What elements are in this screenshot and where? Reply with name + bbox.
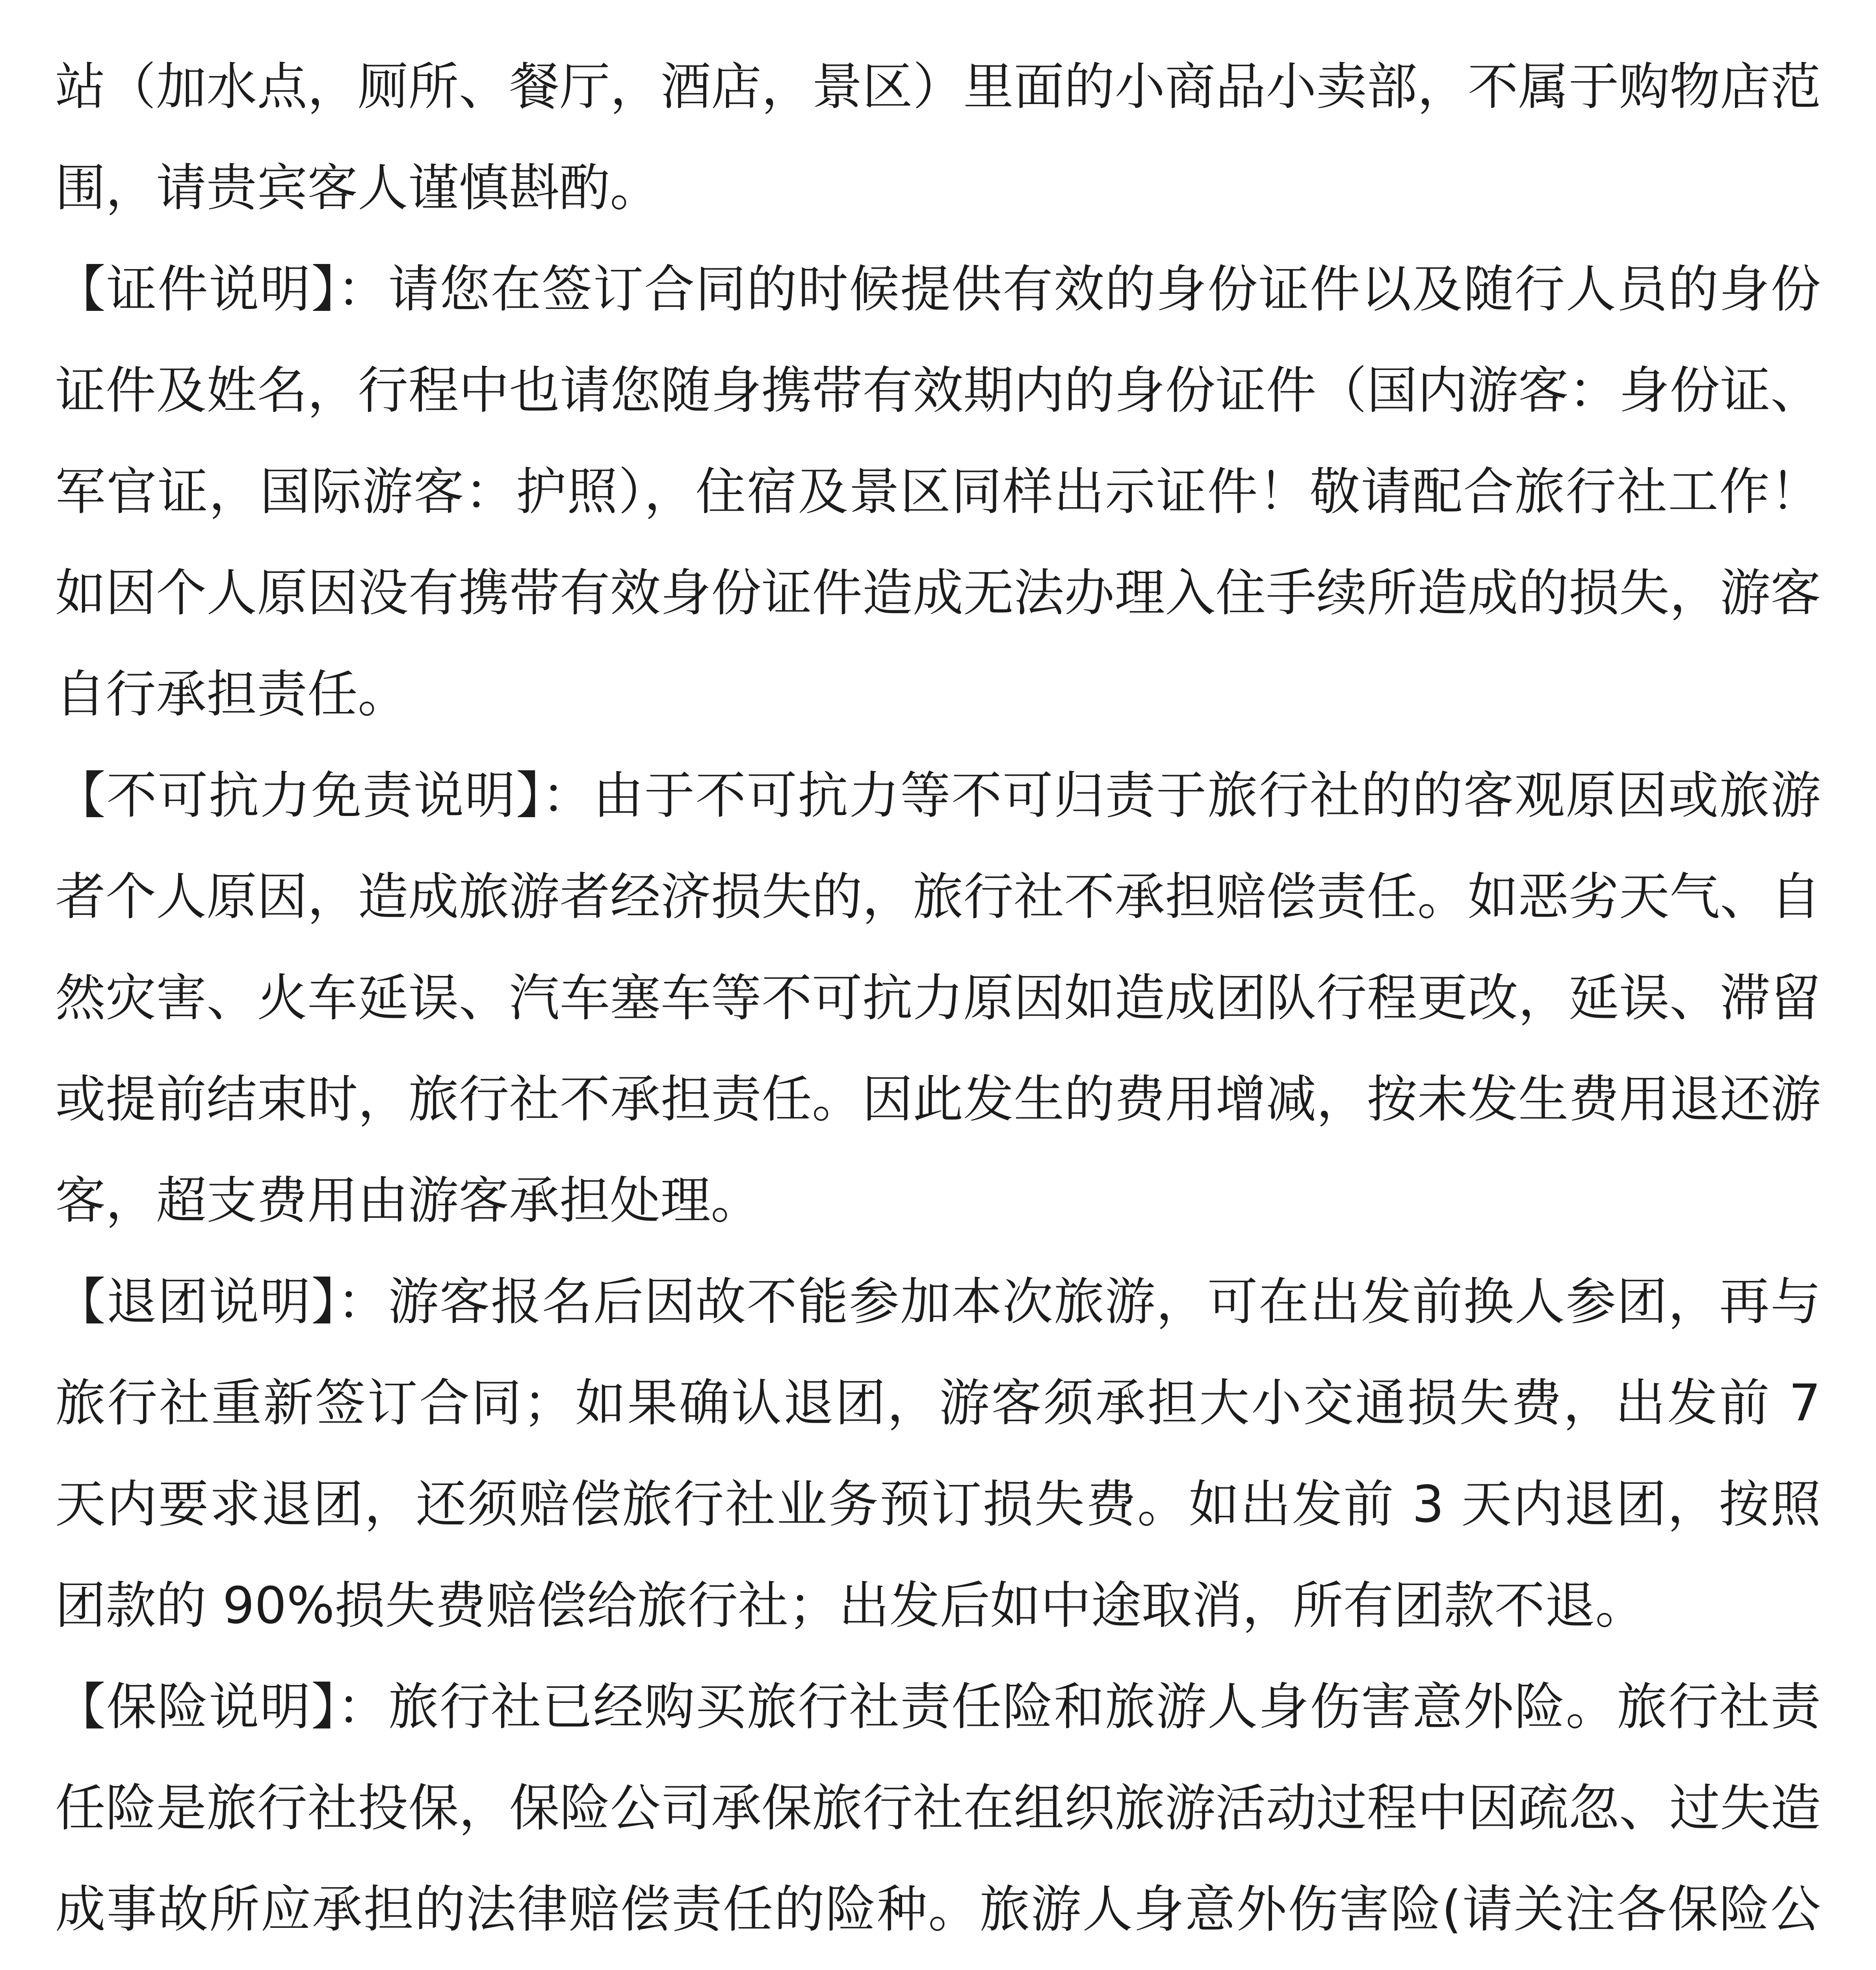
paragraph-force-majeure: 【不可抗力免责说明】：由于不可抗力等不可归责于旅行社的的客观原因或旅游者个人原因，造成旅游者经济损失的，旅行社不承担赔偿责任。如恶劣天气、自然灾害、火车延误、汽车塞车等不可抗力原因如造成团队行程更改，延误、滞留或提前结束时，旅行社不承担责任。因此发生的费用增减，按未发生费用退还游客，超支费用由游客承担处理。 [55, 766, 1821, 1230]
paragraph-id-documents: 【证件说明】：请您在签订合同的时候提供有效的身份证件以及随行人员的身份证件及姓名，行程中也请您随身携带有效期内的身份证件（国内游客：身份证、军官证，国际游客：护照），住宿及景区同样出示证件！敬请配合旅行社工作！如因个人原因没有携带有效身份证件造成无法办理入住手续所造成的损失，游客自行承担责任。 [55, 260, 1821, 724]
document-body [55, 36, 1821, 1970]
paragraph-shopping-note: 站（加水点，厕所、餐厅，酒店，景区）里面的小商品小卖部，不属于购物店范围，请贵宾客人谨慎斟酌。 [55, 58, 1821, 217]
paragraph-cancellation: 【退团说明】：游客报名后因故不能参加本次旅游，可在出发前换人参团，再与旅行社重新签订合同；如果确认退团，游客须承担大小交通损失费，出发前 7 天内要求退团，还须赔偿旅行社业务预订损失费。如出发前 3 天内退团，按照团款的 90%损失费赔偿给旅行社；出发后如中途取消，所有团款不退。 [55, 1273, 1821, 1635]
paragraph-insurance: 【保险说明】：旅行社已经购买旅行社责任险和旅游人身伤害意外险。旅行社责任险是旅行社投保，保险公司承保旅行社在组织旅游活动过程中因疏忽、过失造成事故所应承担的法律赔偿责任的险种。旅游人身意外伤害险(请关注各保险公 [55, 1678, 1821, 1939]
